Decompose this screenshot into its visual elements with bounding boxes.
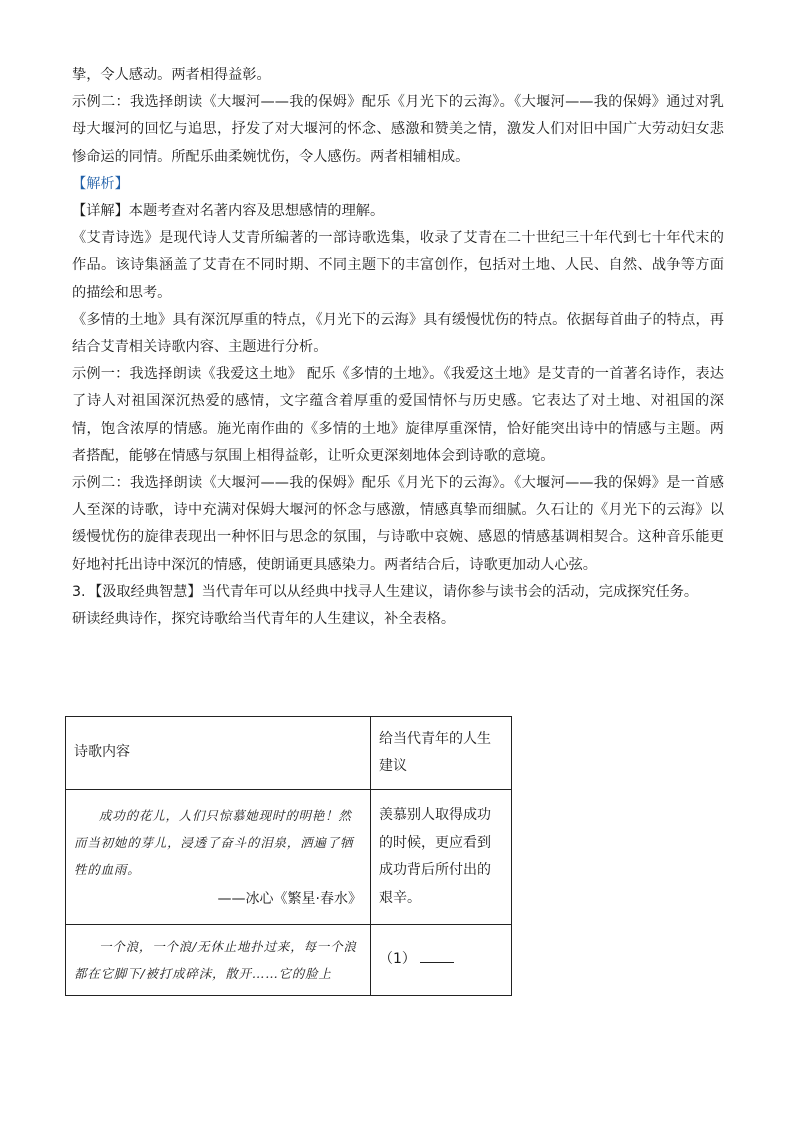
blank-label: （1） [379, 951, 416, 968]
analysis-heading: 【解析】 [72, 175, 129, 192]
poem-cell [66, 925, 371, 996]
table-header-row [66, 717, 512, 790]
advice-cell [371, 925, 512, 996]
question-3 [72, 579, 724, 606]
poem-text: 一个浪，一个浪/无休止地扑过来，每一个浪都在它脚下/被打成碎沫，散开……它的脸上 [74, 939, 357, 981]
table-row [66, 925, 512, 996]
answer-blank[interactable] [420, 948, 454, 963]
header-advice: 给当代青年的人生建议 [371, 717, 512, 790]
example-two-paragraph: 示例二：我选择朗读《大堰河——我的保姆》配乐《月光下的云海》。《大堰河——我的保姆》是一首感人至深的诗歌，诗中充满对保姆大堰河的怀念与感激，情感真挚而细腻。久石让的《月光下的云海》以缓慢忧伤的旋律表现出一种怀旧与思念的氛围，与诗歌中哀婉、感恩的情感基调相契合。这种音乐能更好地衬托出诗中深沉的情感，使朗诵更具感染力。两者结合后，诗歌更加动人心弦。 [72, 475, 724, 573]
poem-text: 成功的花儿，人们只惊慕她现时的明艳！然而当初她的芽儿，浸透了奋斗的泪泉，洒遍了牺牲的血雨。 [74, 807, 354, 877]
advice-table [65, 716, 512, 996]
question-number: 3. [72, 583, 86, 600]
paragraph-example-two-short: 示例二：我选择朗读《大堰河——我的保姆》配乐《月光下的云海》。《大堰河——我的保姆》通过对乳母大堰河的回忆与追思，抒发了对大堰河的怀念、感激和赞美之情，激发人们对旧中国广大劳动妇女悲惨命运的同情。所配乐曲柔婉忧伤，令人感伤。两者相辅相成。 [72, 94, 724, 165]
book-intro-paragraph: 《艾青诗选》是现代诗人艾青所编著的一部诗歌选集，收录了艾青在二十世纪三十年代到七十年代末的作品。该诗集涵盖了艾青在不同时期、不同主题下的丰富创作，包括对土地、人民、自然、战争等方面的描绘和思考。 [72, 230, 724, 301]
question-text: 【汲取经典智慧】当代青年可以从经典中找寻人生建议，请你参与读书会的活动，完成探究任务。 [88, 583, 699, 600]
paragraph-continuation: 挚，令人感动。两者相得益彰。 [72, 67, 271, 83]
poem-cell [66, 790, 371, 925]
advice-cell: 羡慕别人取得成功的时候，更应看到成功背后所付出的艰辛。 [371, 790, 512, 925]
table-row [66, 790, 512, 925]
poem-source: ——冰心《繁星·春水》 [217, 890, 362, 907]
answer-text-block [72, 62, 724, 633]
detail-paragraph: 【详解】本题考查对名著内容及思想感情的理解。 [72, 203, 385, 220]
question-instruction: 研读经典诗作，探究诗歌给当代青年的人生建议，补全表格。 [72, 611, 456, 628]
music-analysis-paragraph: 《多情的土地》具有深沉厚重的特点，《月光下的云海》具有缓慢忧伤的特点。依据每首曲子的特点，再结合艾青相关诗歌内容、主题进行分析。 [72, 311, 724, 356]
example-one-paragraph: 示例一：我选择朗读《我爱这土地》 配乐《多情的土地》。《我爱这土地》是艾青的一首著名诗作，表达了诗人对祖国深沉热爱的感情，文字蕴含着厚重的爱国情怀与历史感。它表达了对土地、对祖国的深情，饱含浓厚的情感。施光南作曲的《多情的土地》旋律厚重深情，恰好能突出诗中的情感与主题。两者搭配，能够在情感与氛围上相得益彰，让听众更深刻地体会到诗歌的意境。 [72, 366, 724, 464]
header-poem-content: 诗歌内容 [66, 717, 371, 790]
